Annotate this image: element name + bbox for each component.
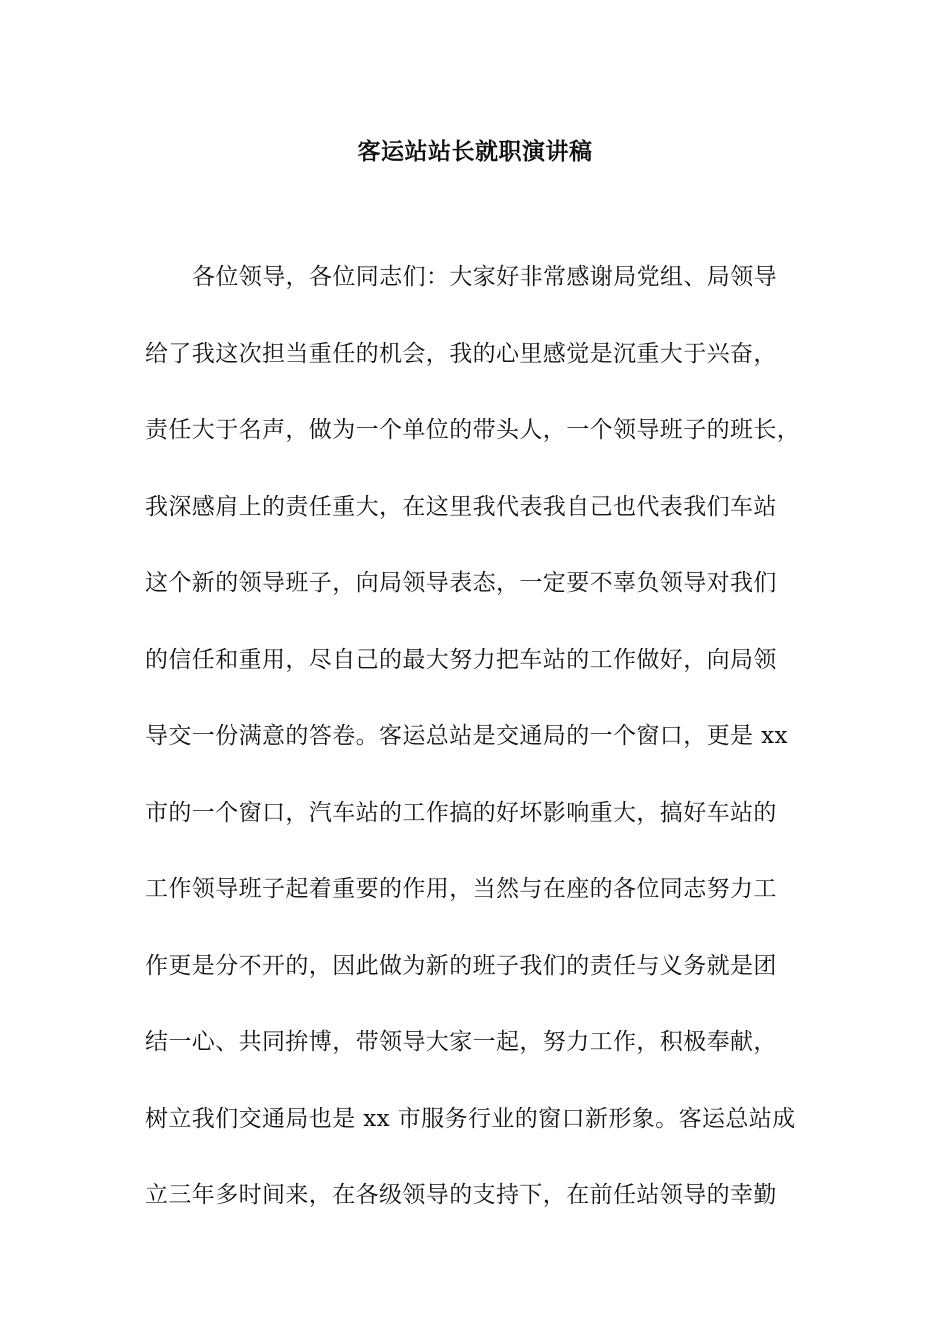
body-line: 责任大于名声，做为一个单位的带头人，一个领导班子的班长，: [145, 417, 801, 443]
body-line: 导交一份满意的答卷。客运总站是交通局的一个窗口，更是 xx: [145, 723, 788, 749]
body-line: 这个新的领导班子，向局领导表态，一定要不辜负领导对我们: [145, 570, 777, 596]
body-line: 立三年多时间来，在各级领导的支持下，在前任站领导的幸勤: [145, 1182, 777, 1208]
body-line: 的信任和重用，尽自己的最大努力把车站的工作做好，向局领: [145, 646, 777, 673]
body-line: 工作领导班子起着重要的作用，当然与在座的各位同志努力工: [145, 876, 777, 902]
document-body: [145, 259, 835, 1254]
body-line: 作更是分不开的，因此做为新的班子我们的责任与义务就是团: [145, 952, 777, 979]
body-line: 树立我们交通局也是 xx 市服务行业的窗口新形象。客运总站成: [145, 1105, 796, 1132]
body-line: 给了我这次担当重任的机会，我的心里感觉是沉重大于兴奋，: [145, 340, 777, 367]
body-line: 结一心、共同拚博，带领导大家一起，努力工作，积极奉献，: [145, 1029, 777, 1055]
body-line: 各位领导，各位同志们：大家好非常感谢局党组、局领导: [192, 264, 777, 290]
body-line: 我深感肩上的责任重大，在这里我代表我自己也代表我们车站: [145, 493, 777, 520]
body-line: 市的一个窗口，汽车站的工作搞的好坏影响重大，搞好车站的: [145, 799, 777, 826]
document-title: 客运站站长就职演讲稿: [357, 139, 593, 165]
